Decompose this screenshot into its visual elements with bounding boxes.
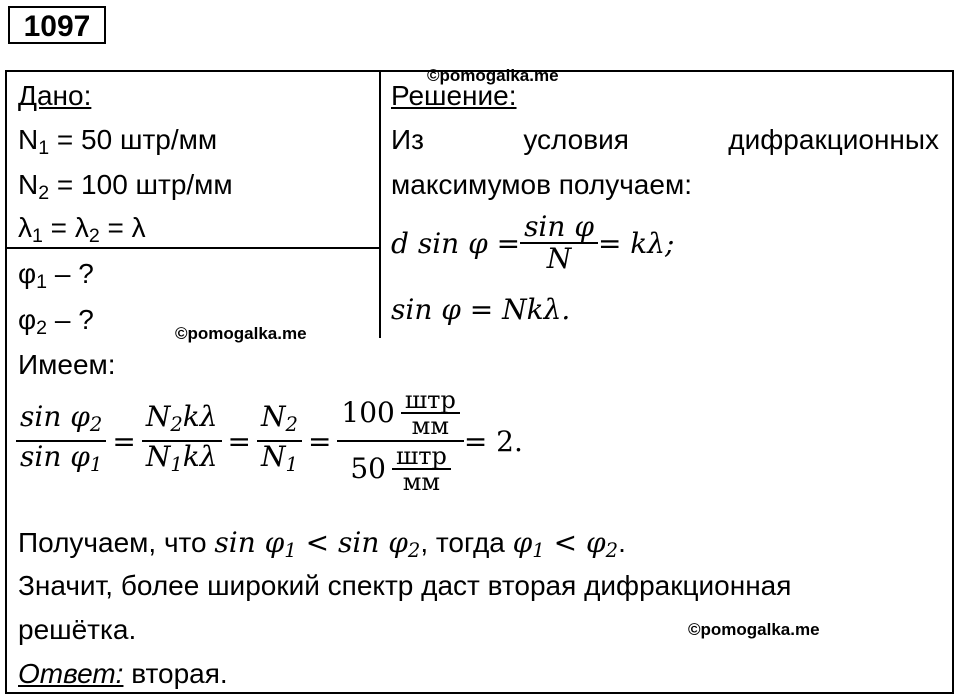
have-label: Имеем: xyxy=(18,349,116,380)
given-n1: $N_1 = 50$ штр/мм xyxy=(18,124,218,159)
solution-line1: Из условия дифракционных xyxy=(391,124,939,155)
answer: Ответ: вторая. xyxy=(18,658,228,689)
fraction-sin-ratio: $\frac{\sin \varphi_2}{\sin \varphi_1}$ xyxy=(16,402,106,480)
watermark-top: ©pomogalka.me xyxy=(427,66,559,85)
given-lambda: $\lambda_1 = \lambda_2 = \lambda$ xyxy=(18,212,146,247)
given-n2: $N_2 = 100$ штр/мм xyxy=(18,169,233,204)
ratio-formula: $\frac{\sin \varphi_2}{\sin \varphi_1}$ = $\frac{N_2k\lambda}{N_1k\lambda}$ = $\frac{N_2}{N_1}$ = 100 $\frac{\text{штр}}{мм}$ 50 $\frac{\text{штр}}{мм}$ = 2. xyxy=(16,382,523,500)
watermark-middle: ©pomogalka.me xyxy=(175,324,307,343)
given-heading: Дано: xyxy=(18,80,92,111)
conclusion-line3: решётка. xyxy=(18,614,137,645)
conclusion-line1: Получаем, что $\sin \varphi_1 < \sin \varphi_2$, тогда $\varphi_1 < \varphi_2$. xyxy=(18,526,626,562)
fraction-n-ratio: $\frac{N_2}{N_1}$ xyxy=(257,402,302,480)
find-phi1: $\varphi_1$ – ? xyxy=(18,258,94,293)
find-phi2: $\varphi_2$ – ? xyxy=(18,304,94,339)
solution-line2: максимумов получаем: xyxy=(391,169,692,200)
solution-heading: Решение: xyxy=(391,80,517,111)
column-divider xyxy=(379,70,381,338)
fraction-nk-ratio: $\frac{N_2k\lambda}{N_1k\lambda}$ xyxy=(142,402,222,480)
formula-grating-equation: d sin φ = $\frac{\text{sin φ}}{N}$ = kλ; xyxy=(391,210,675,275)
formula-sin-phi: sin φ = Nkλ. xyxy=(391,293,571,326)
problem-number: 1097 xyxy=(8,6,106,44)
fraction-values: 100 $\frac{\text{штр}}{мм}$ 50 $\frac{\text{штр}}{мм}$ xyxy=(337,388,463,494)
conclusion-line2: Значит, более широкий спектр даст вторая дифракционная xyxy=(18,570,792,601)
watermark-bottom: ©pomogalka.me xyxy=(688,620,820,639)
